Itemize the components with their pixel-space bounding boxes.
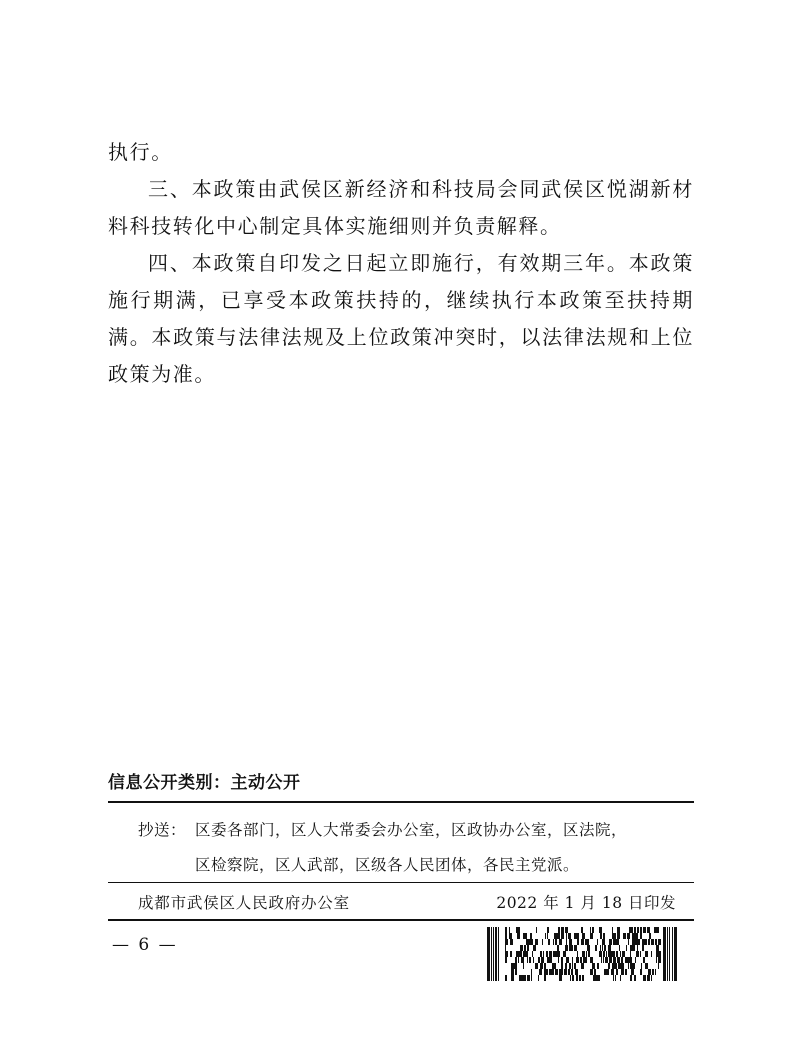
page-number: — 6 — xyxy=(112,935,178,955)
divider-top xyxy=(108,801,694,803)
body-paragraph: 三、本政策由武侯区新经济和科技局会同武侯区悦湖新材料科技转化中心制定具体实施细则并负责解释。 xyxy=(108,177,694,238)
cc-recipients-line: 区检察院，区人武部，区级各人民团体，各民主党派。 xyxy=(195,856,580,874)
divider-middle xyxy=(108,882,694,883)
body-paragraph: 四、本政策自印发之日起立即施行，有效期三年。本政策施行期满，已享受本政策扶持的，继续执行本政策至扶持期满。本政策与法律法规及上位政策冲突时，以法律法规和上位政策为准。 xyxy=(108,251,694,386)
cc-recipients-line: 区委各部门，区人大常委会办公室，区政协办公室，区法院， xyxy=(195,821,628,839)
disclosure-category: 信息公开类别：主动公开 xyxy=(108,773,301,793)
issue-date: 2022 年 1 月 18 日印发 xyxy=(496,894,676,912)
issuing-office: 成都市武侯区人民政府办公室 xyxy=(138,894,350,912)
body-paragraph: 执行。 xyxy=(108,140,173,164)
divider-bottom xyxy=(108,919,694,921)
pdf417-barcode-icon xyxy=(487,927,677,981)
cc-label: 抄送： xyxy=(138,821,187,839)
